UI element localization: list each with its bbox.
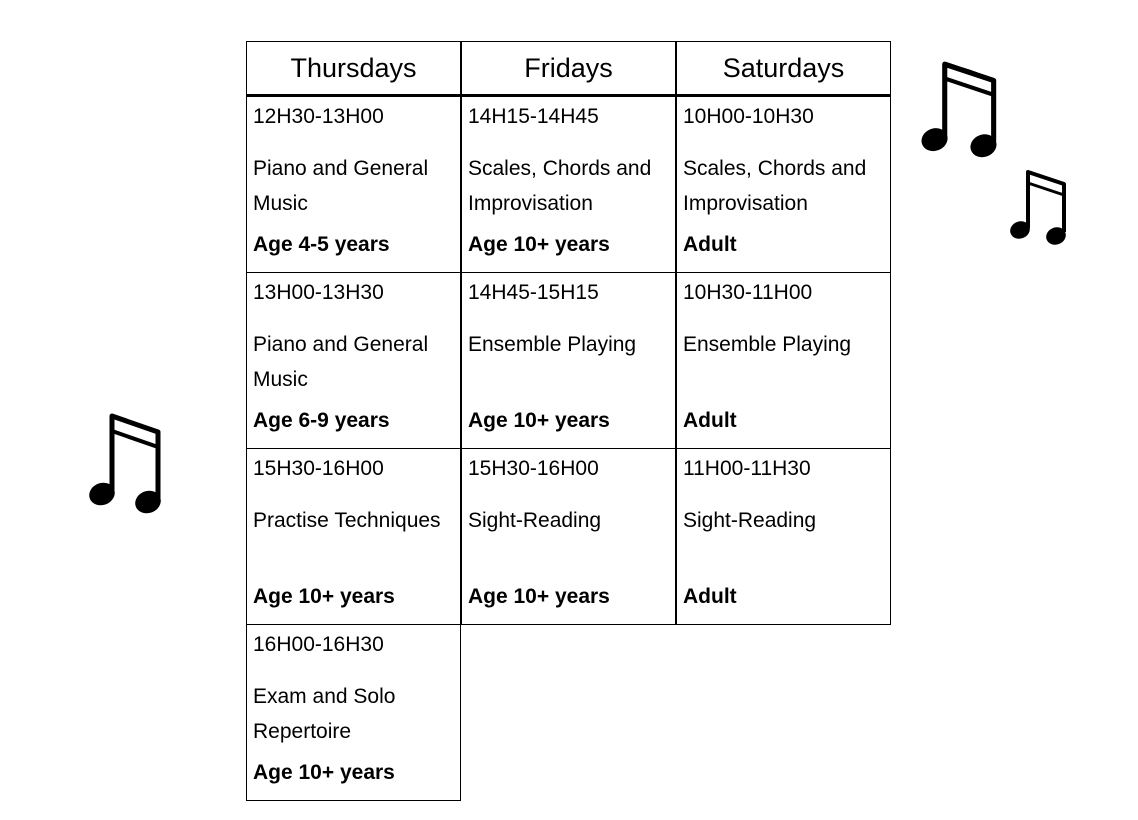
class-age: Age 10+ years [253, 585, 395, 608]
class-time: 13H00-13H30 [253, 281, 384, 304]
class-slot [676, 96, 891, 273]
class-time: 15H30-16H00 [468, 457, 599, 480]
class-title: Ensemble Playing [468, 333, 637, 356]
header-fridays [461, 41, 676, 97]
class-title: Scales, Chords and Improvisation [683, 157, 867, 215]
class-title: Sight-Reading [468, 509, 602, 532]
class-slot [676, 272, 891, 449]
class-time: 10H30-11H00 [683, 281, 813, 304]
header-label: Saturdays [722, 52, 845, 83]
class-title: Sight-Reading [683, 509, 817, 532]
class-title: Exam and Solo Repertoire [253, 685, 396, 743]
class-time: 14H15-14H45 [468, 105, 599, 128]
class-slot [246, 624, 461, 801]
class-age: Age 10+ years [468, 585, 610, 608]
music-note-icon [86, 408, 164, 516]
class-slot [246, 448, 461, 625]
class-time: 10H00-10H30 [683, 105, 814, 128]
class-title: Piano and General Music [253, 333, 429, 391]
class-time: 15H30-16H00 [253, 457, 384, 480]
header-thursdays [246, 41, 461, 97]
music-note-icon [918, 54, 1000, 160]
class-time: 16H00-16H30 [253, 633, 384, 656]
class-age: Adult [683, 585, 737, 608]
class-time: 14H45-15H15 [468, 281, 599, 304]
class-title: Scales, Chords and Improvisation [468, 157, 652, 215]
class-age: Age 10+ years [468, 233, 610, 256]
class-slot [676, 448, 891, 625]
class-time: 11H00-11H30 [683, 457, 811, 480]
class-slot [461, 272, 676, 449]
class-age: Age 4-5 years [253, 233, 390, 256]
class-age: Age 10+ years [253, 761, 395, 784]
class-age: Adult [683, 409, 737, 432]
class-age: Age 6-9 years [253, 409, 390, 432]
music-note-icon [1008, 164, 1070, 248]
class-age: Adult [683, 233, 737, 256]
header-label: Thursdays [290, 52, 417, 83]
class-time: 12H30-13H00 [253, 105, 384, 128]
class-title: Ensemble Playing [683, 333, 852, 356]
class-slot [461, 96, 676, 273]
header-label: Fridays [524, 52, 613, 83]
class-title: Piano and General Music [253, 157, 429, 215]
class-slot [246, 96, 461, 273]
class-title: Practise Techniques [253, 509, 441, 532]
header-saturdays [676, 41, 891, 97]
class-slot [246, 272, 461, 449]
class-age: Age 10+ years [468, 409, 610, 432]
class-slot [461, 448, 676, 625]
